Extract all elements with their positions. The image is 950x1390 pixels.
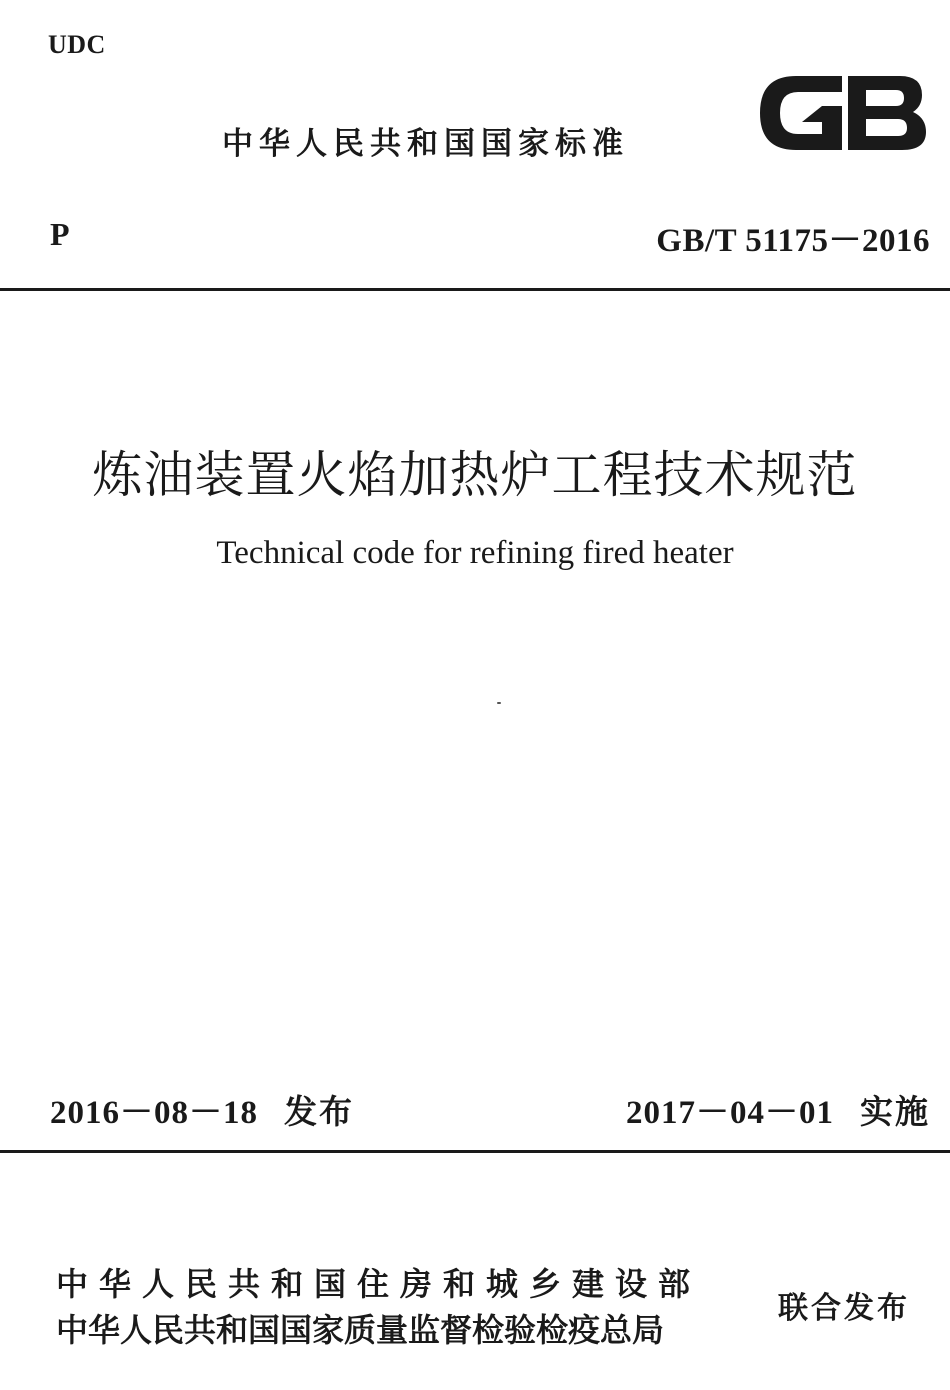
gb-logo xyxy=(750,62,932,164)
joint-issue-label: 联合发布 xyxy=(778,1291,910,1326)
issue-label: 发布 xyxy=(284,1092,354,1131)
issuing-authority-1: 中华人民共和国住房和城乡建设部 xyxy=(56,1265,702,1303)
udc-label: UDC xyxy=(48,30,106,59)
issuing-authority-2: 中华人民共和国国家质量监督检验检疫总局 xyxy=(56,1311,665,1349)
national-standard-heading: 中华人民共和国国家标准 xyxy=(222,126,629,162)
standard-number: GB/T 51175－2016 xyxy=(656,223,930,259)
implementation-date-row xyxy=(626,1086,930,1133)
scan-speck xyxy=(497,702,501,704)
title-english: Technical code for refining fired heater xyxy=(216,535,734,571)
title-chinese: 炼油装置火焰加热炉工程技术规范 xyxy=(92,446,858,504)
implementation-date: 2017－04－01 xyxy=(626,1095,834,1131)
issue-date-row xyxy=(50,1086,354,1133)
top-divider xyxy=(0,288,950,291)
bottom-divider xyxy=(0,1150,950,1153)
implementation-label: 实施 xyxy=(860,1092,930,1131)
issue-date: 2016－08－18 xyxy=(50,1095,258,1131)
classification-code: P xyxy=(50,216,70,252)
